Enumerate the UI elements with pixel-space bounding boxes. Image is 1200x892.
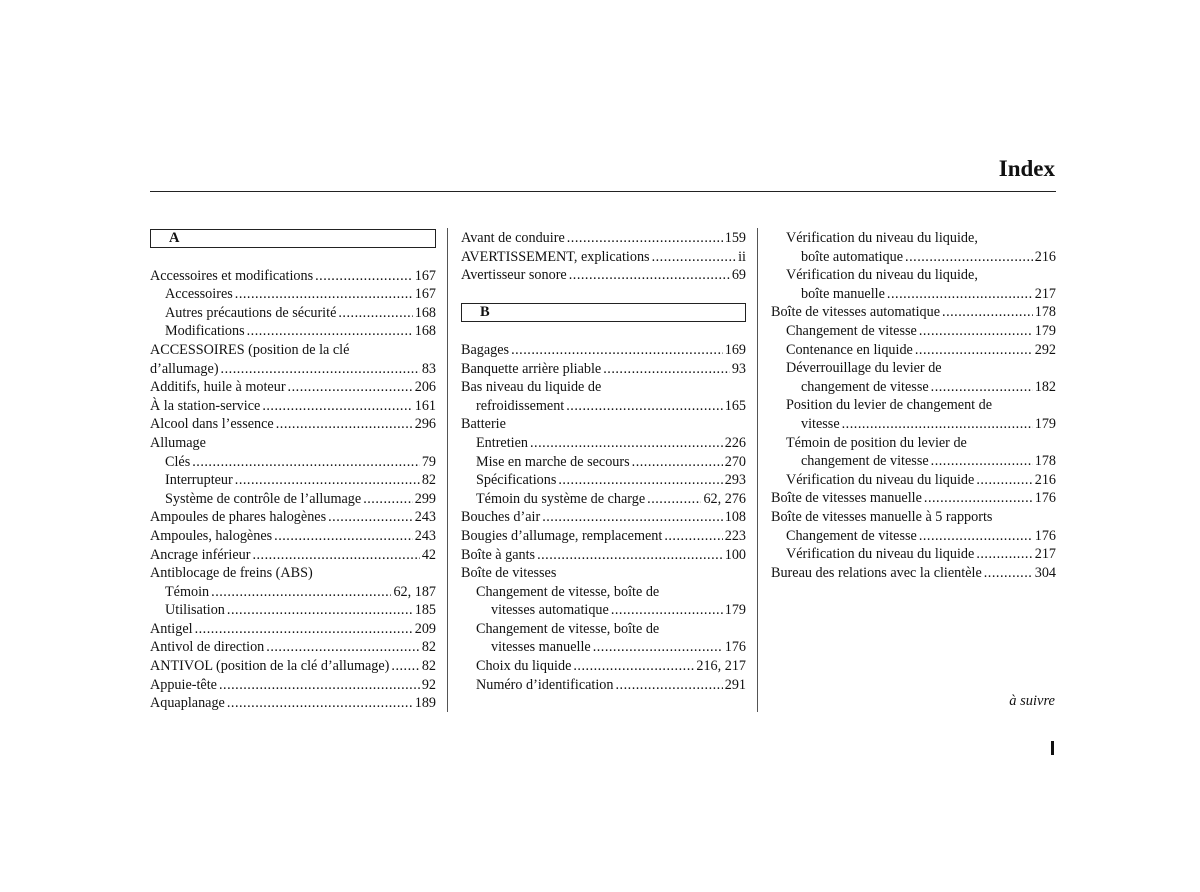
index-entry-page: 182 xyxy=(1034,378,1056,395)
index-entry xyxy=(461,248,746,267)
index-entry xyxy=(771,471,1056,490)
index-entry xyxy=(461,453,746,472)
index-entry-page: 209 xyxy=(414,620,436,637)
index-entry xyxy=(150,583,436,602)
index-entry-text: Changement de vitesse, boîte de xyxy=(476,620,660,637)
index-entry xyxy=(771,285,1056,304)
index-list-a-continued xyxy=(461,229,746,285)
dot-leader xyxy=(328,508,413,527)
index-entry xyxy=(461,360,746,379)
index-entry-page: 176 xyxy=(1034,527,1056,544)
index-entry-text: Boîte de vitesses automatique xyxy=(771,304,941,321)
index-entry xyxy=(461,378,746,397)
section-spacer xyxy=(461,322,746,341)
index-entry-page: 216, 217 xyxy=(696,658,746,675)
index-list-b xyxy=(461,341,746,694)
index-column-3 xyxy=(771,229,1056,582)
index-entry-page: 217 xyxy=(1034,285,1056,302)
index-entry-text: Boîte à gants xyxy=(461,546,536,563)
index-entry-text: vitesse xyxy=(801,415,840,432)
index-entry xyxy=(771,415,1056,434)
index-entry xyxy=(771,322,1056,341)
index-entry xyxy=(771,248,1056,267)
index-entry-page: 167 xyxy=(414,267,436,284)
index-entry-page: 179 xyxy=(1034,415,1056,432)
index-entry-text: Vérification du niveau du liquide, xyxy=(786,230,978,246)
index-entry xyxy=(771,489,1056,508)
dot-leader xyxy=(976,545,1032,564)
index-entry-text: Mise en marche de secours xyxy=(476,453,630,470)
index-entry-text: Boîte de vitesses xyxy=(461,565,557,582)
index-entry xyxy=(461,397,746,416)
index-entry-page: 168 xyxy=(414,323,436,340)
index-entry-page: 100 xyxy=(724,546,746,563)
index-entry-page: 223 xyxy=(724,527,746,544)
index-entry xyxy=(150,546,436,565)
index-entry-page: 176 xyxy=(724,639,746,656)
dot-leader xyxy=(942,303,1033,322)
index-entry-text: Antiblocage de freins (ABS) xyxy=(150,565,313,582)
index-entry xyxy=(461,415,746,434)
index-entry-text: d’allumage) xyxy=(150,360,219,377)
dot-leader xyxy=(195,620,413,639)
index-entry-page: 83 xyxy=(421,360,436,377)
index-entry xyxy=(771,396,1056,415)
index-entry-text: Vérification du niveau du liquide, xyxy=(786,267,978,284)
index-entry-text: Clés xyxy=(165,453,191,470)
index-entry xyxy=(461,676,746,695)
index-entry-text: Vérification du niveau du liquide xyxy=(786,471,975,488)
index-entry-page: ii xyxy=(738,248,746,265)
index-entry-text: Utilisation xyxy=(165,602,225,619)
index-entry-text: Antivol de direction xyxy=(150,639,265,656)
index-entry xyxy=(150,267,436,286)
index-entry-text: ANTIVOL (position de la clé d’allumage) xyxy=(150,658,390,675)
index-entry xyxy=(461,434,746,453)
dot-leader xyxy=(647,490,701,509)
dot-leader xyxy=(611,601,723,620)
index-entry xyxy=(150,490,436,509)
index-entry-text: vitesses manuelle xyxy=(491,639,591,656)
index-entry-text: Spécifications xyxy=(476,472,557,489)
index-entry-page: 79 xyxy=(421,453,436,470)
index-entry xyxy=(150,397,436,416)
index-entry xyxy=(150,657,436,676)
index-entry xyxy=(150,527,436,546)
index-entry xyxy=(461,508,746,527)
dot-leader xyxy=(235,471,420,490)
index-entry-page: 169 xyxy=(724,341,746,358)
index-entry xyxy=(150,378,436,397)
index-entry-text: Banquette arrière pliable xyxy=(461,360,602,377)
index-entry xyxy=(150,415,436,434)
index-entry-text: Accessoires et modifications xyxy=(150,267,314,284)
index-entry xyxy=(150,341,436,360)
index-entry xyxy=(150,322,436,341)
index-entry-text: boîte manuelle xyxy=(801,285,885,302)
dot-leader xyxy=(530,434,723,453)
index-list-a xyxy=(150,267,436,713)
index-entry-text: Boîte de vitesses manuelle xyxy=(771,490,922,507)
index-entry-text: refroidissement xyxy=(476,397,565,414)
index-entry xyxy=(461,546,746,565)
index-entry-text: Additifs, huile à moteur xyxy=(150,379,286,396)
index-entry-text: Batterie xyxy=(461,416,506,433)
index-entry-text: changement de vitesse xyxy=(801,453,929,470)
dot-leader xyxy=(219,676,420,695)
index-entry-page: 179 xyxy=(724,602,746,619)
index-entry-text: Déverrouillage du levier de xyxy=(786,360,942,377)
dot-leader xyxy=(616,676,723,695)
dot-leader xyxy=(984,564,1033,583)
dot-leader xyxy=(227,601,413,620)
dot-leader xyxy=(919,527,1033,546)
index-entry-page: 178 xyxy=(1034,304,1056,321)
index-entry-page: 82 xyxy=(421,472,436,489)
index-entry-page: 92 xyxy=(421,676,436,693)
index-entry-text: Antigel xyxy=(150,620,193,637)
index-entry-page: 93 xyxy=(731,360,746,377)
index-entry xyxy=(771,266,1056,285)
index-entry-text: À la station-service xyxy=(150,397,261,414)
index-entry xyxy=(461,657,746,676)
index-entry xyxy=(461,564,746,583)
index-entry-text: Avertisseur sonore xyxy=(461,267,567,284)
index-entry-page: 82 xyxy=(421,639,436,656)
dot-leader xyxy=(652,248,737,267)
index-entry xyxy=(461,341,746,360)
dot-leader xyxy=(247,322,413,341)
index-entry xyxy=(771,527,1056,546)
index-entry xyxy=(150,360,436,379)
dot-leader xyxy=(603,360,730,379)
section-header-b: B xyxy=(461,303,746,322)
dot-leader xyxy=(569,266,730,285)
index-entry-text: boîte automatique xyxy=(801,248,904,265)
index-entry-text: Ampoules, halogènes xyxy=(150,527,273,544)
index-entry-page: 179 xyxy=(1034,322,1056,339)
index-entry-page: 185 xyxy=(414,602,436,619)
index-entry-page: 108 xyxy=(724,509,746,526)
index-entry-page: 178 xyxy=(1034,453,1056,470)
dot-leader xyxy=(363,490,413,509)
index-entry-text: Bouches d’air xyxy=(461,509,541,526)
dot-leader xyxy=(211,583,391,602)
dot-leader xyxy=(664,527,722,546)
index-entry-page: 168 xyxy=(414,304,436,321)
index-column-1 xyxy=(150,229,436,713)
index-entry-text: Témoin xyxy=(165,583,210,600)
index-entry xyxy=(771,341,1056,360)
index-entry xyxy=(461,583,746,602)
index-entry-text: Contenance en liquide xyxy=(786,341,913,358)
dot-leader xyxy=(276,415,413,434)
index-entry-page: 243 xyxy=(414,509,436,526)
dot-leader xyxy=(338,304,412,323)
index-entry xyxy=(461,266,746,285)
title-rule xyxy=(150,191,1056,192)
dot-leader xyxy=(632,453,723,472)
index-entry-text: Bagages xyxy=(461,341,510,358)
index-entry-page: 62, 276 xyxy=(703,490,746,507)
index-list-b-continued xyxy=(771,229,1056,582)
index-entry-text: vitesses automatique xyxy=(491,602,609,619)
dot-leader xyxy=(924,489,1033,508)
index-entry-text: Entretien xyxy=(476,434,528,451)
index-entry xyxy=(771,452,1056,471)
dot-leader xyxy=(887,285,1033,304)
index-entry-page: 42 xyxy=(421,546,436,563)
index-entry-text: Interrupteur xyxy=(165,472,233,489)
index-entry xyxy=(150,434,436,453)
index-column-2 xyxy=(461,229,746,694)
index-entry xyxy=(771,359,1056,378)
index-entry-text: Numéro d’identification xyxy=(476,676,614,693)
index-entry xyxy=(771,545,1056,564)
dot-leader xyxy=(931,378,1033,397)
dot-leader xyxy=(842,415,1033,434)
dot-leader xyxy=(221,360,420,379)
index-entry xyxy=(461,638,746,657)
index-entry xyxy=(771,303,1056,322)
section-spacer xyxy=(150,248,436,267)
index-entry-page: 159 xyxy=(724,230,746,246)
dot-leader xyxy=(537,546,723,565)
index-entry-page: 62, 187 xyxy=(393,583,436,600)
index-entry-page: 243 xyxy=(414,527,436,544)
dot-leader xyxy=(274,527,413,546)
index-entry-page: 296 xyxy=(414,416,436,433)
index-entry-page: 165 xyxy=(724,397,746,414)
index-entry xyxy=(461,527,746,546)
index-entry xyxy=(150,285,436,304)
index-entry xyxy=(150,508,436,527)
dot-leader xyxy=(567,229,723,248)
index-entry-text: changement de vitesse xyxy=(801,378,929,395)
page-marker xyxy=(1051,741,1054,755)
section-header-a: A xyxy=(150,229,436,248)
dot-leader xyxy=(252,546,419,565)
index-entry-text: Position du levier de changement de xyxy=(786,397,993,414)
index-entry xyxy=(150,638,436,657)
index-entry-page: 176 xyxy=(1034,490,1056,507)
index-entry-text: Avant de conduire xyxy=(461,230,565,246)
index-entry xyxy=(150,564,436,583)
dot-leader xyxy=(262,397,412,416)
index-entry xyxy=(771,564,1056,583)
index-entry-page: 69 xyxy=(731,267,746,284)
index-entry-text: Changement de vitesse, boîte de xyxy=(476,583,660,600)
index-entry-page: 293 xyxy=(724,472,746,489)
index-entry xyxy=(771,508,1056,527)
index-entry-text: Vérification du niveau du liquide xyxy=(786,546,975,563)
index-entry-text: Témoin de position du levier de xyxy=(786,434,967,451)
dot-leader xyxy=(573,657,694,676)
index-entry xyxy=(150,676,436,695)
index-entry-text: Accessoires xyxy=(165,286,233,303)
index-entry xyxy=(150,601,436,620)
index-entry-page: 189 xyxy=(414,695,436,712)
index-entry-text: Alcool dans l’essence xyxy=(150,416,274,433)
index-entry-text: Ampoules de phares halogènes xyxy=(150,509,327,526)
index-entry xyxy=(771,229,1056,248)
dot-leader xyxy=(931,452,1033,471)
index-entry-page: 161 xyxy=(414,397,436,414)
index-entry-text: Appuie-tête xyxy=(150,676,217,693)
index-entry-page: 216 xyxy=(1034,248,1056,265)
index-entry-page: 270 xyxy=(724,453,746,470)
index-entry-page: 291 xyxy=(724,676,746,693)
dot-leader xyxy=(227,694,413,713)
index-entry-text: Boîte de vitesses manuelle à 5 rapports xyxy=(771,508,993,525)
continued-note: à suivre xyxy=(1009,693,1055,709)
index-entry-text: Bureau des relations avec la clientèle xyxy=(771,564,982,581)
column-divider-1 xyxy=(447,228,448,712)
index-entry-text: Modifications xyxy=(165,323,245,340)
index-entry-text: Système de contrôle de l’allumage xyxy=(165,490,362,507)
dot-leader xyxy=(391,657,419,676)
index-entry xyxy=(771,434,1056,453)
index-entry-page: 292 xyxy=(1034,341,1056,358)
index-entry-text: Choix du liquide xyxy=(476,658,572,675)
dot-leader xyxy=(915,341,1033,360)
dot-leader xyxy=(542,508,723,527)
index-entry xyxy=(150,304,436,323)
index-entry xyxy=(461,601,746,620)
index-entry-text: Aquaplanage xyxy=(150,695,225,712)
index-entry-page: 299 xyxy=(414,490,436,507)
index-entry-text: AVERTISSEMENT, explications xyxy=(461,248,650,265)
index-entry xyxy=(150,471,436,490)
dot-leader xyxy=(288,378,413,397)
index-entry-page: 217 xyxy=(1034,546,1056,563)
dot-leader xyxy=(919,322,1033,341)
index-entry-text: Allumage xyxy=(150,434,206,451)
section-spacer xyxy=(461,285,746,304)
column-divider-2 xyxy=(757,228,758,712)
index-entry xyxy=(461,620,746,639)
index-entry xyxy=(461,471,746,490)
index-entry xyxy=(771,378,1056,397)
dot-leader xyxy=(558,471,722,490)
index-entry xyxy=(461,229,746,248)
dot-leader xyxy=(566,397,722,416)
dot-leader xyxy=(266,638,420,657)
dot-leader xyxy=(315,267,413,286)
dot-leader xyxy=(593,638,723,657)
dot-leader xyxy=(905,248,1033,267)
page-title: Index xyxy=(998,156,1055,181)
index-entry-text: Témoin du système de charge xyxy=(476,490,646,507)
index-entry-text: Autres précautions de sécurité xyxy=(165,304,337,321)
dot-leader xyxy=(192,453,420,472)
index-entry-page: 167 xyxy=(414,286,436,303)
index-entry xyxy=(150,453,436,472)
index-entry-text: Bougies d’allumage, remplacement xyxy=(461,527,663,544)
index-entry xyxy=(461,490,746,509)
index-entry xyxy=(150,620,436,639)
index-entry-page: 226 xyxy=(724,434,746,451)
index-entry-page: 304 xyxy=(1034,564,1056,581)
index-entry-text: Changement de vitesse xyxy=(786,322,917,339)
index-entry xyxy=(150,694,436,713)
index-entry-page: 206 xyxy=(414,379,436,396)
dot-leader xyxy=(511,341,723,360)
index-entry-text: ACCESSOIRES (position de la clé xyxy=(150,341,350,358)
dot-leader xyxy=(235,285,413,304)
index-entry-page: 82 xyxy=(421,658,436,675)
index-entry-text: Bas niveau du liquide de xyxy=(461,379,602,396)
index-entry-page: 216 xyxy=(1034,471,1056,488)
index-entry-text: Ancrage inférieur xyxy=(150,546,251,563)
index-entry-text: Changement de vitesse xyxy=(786,527,917,544)
dot-leader xyxy=(976,471,1032,490)
